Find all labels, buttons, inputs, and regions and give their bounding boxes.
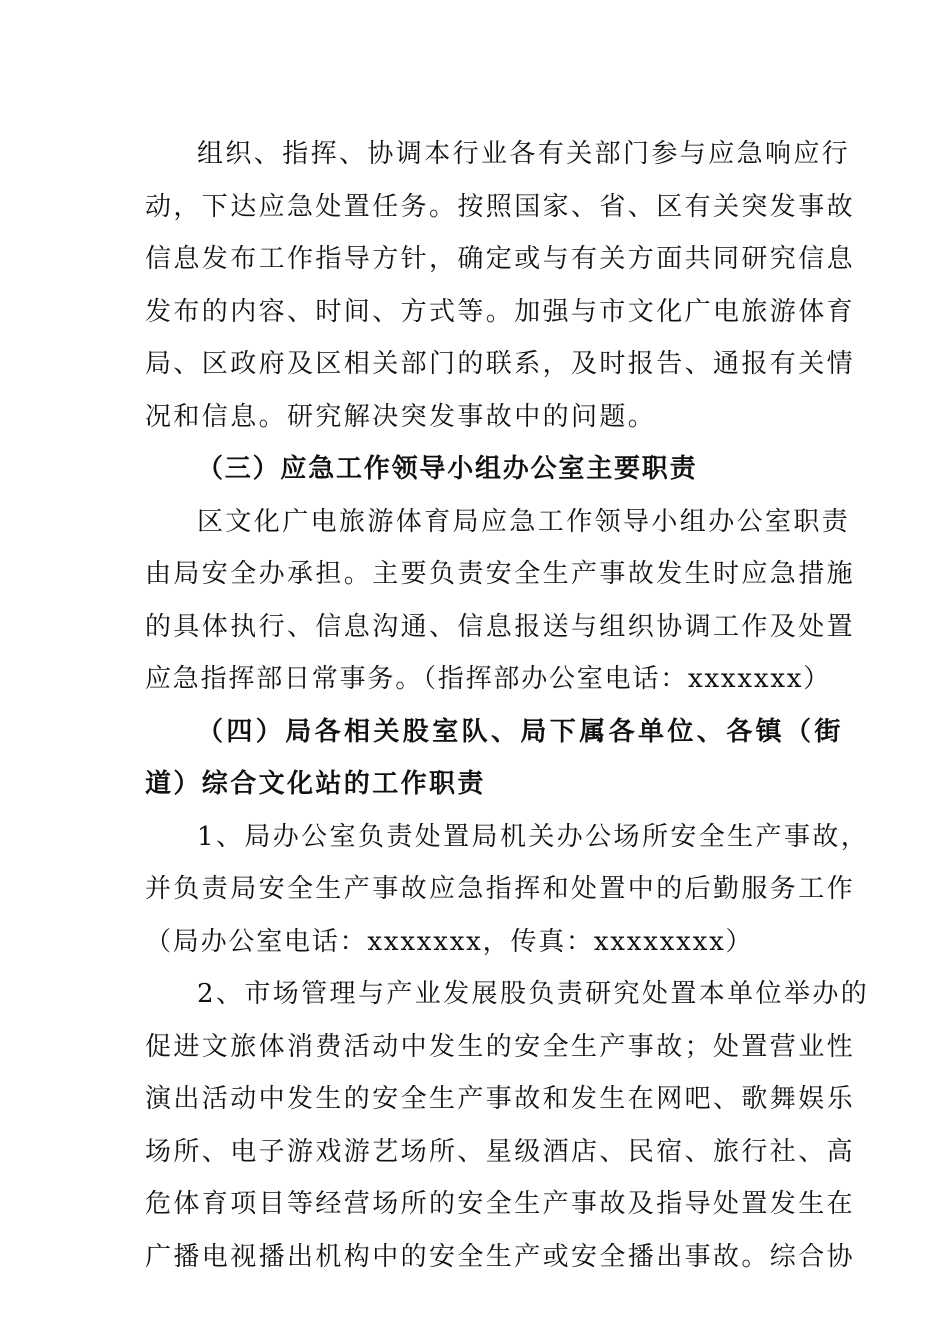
paragraph-office-line-1: 区文化广电旅游体育局应急工作领导小组办公室职责 (197, 506, 851, 537)
paragraph-item-2-line-5: 危体育项目等经营场所的安全生产事故及指导处置发生在 (145, 1189, 856, 1219)
document-body (145, 128, 870, 1283)
paragraph-office-line-2: 由局安全办承担。主要负责安全生产事故发生时应急措施 (145, 559, 856, 589)
paragraph-duties-line-4: 发布的内容、时间、方式等。加强与市文化广电旅游体育 (145, 296, 856, 327)
paragraph-duties-line-2: 动，下达应急处置任务。按照国家、省、区有关突发事故 (145, 191, 856, 222)
section-heading-three: （三）应急工作领导小组办公室主要职责 (197, 454, 698, 484)
paragraph-item-1-line-3: （局办公室电话：xxxxxxx，传真：xxxxxxxx） (145, 926, 754, 957)
paragraph-duties-line-3: 信息发布工作指导方针，确定或与有关方面共同研究信息 (145, 244, 856, 274)
section-heading-four-line-2: 道）综合文化站的工作职责 (145, 769, 486, 799)
paragraph-item-2-line-3: 演出活动中发生的安全生产事故和发生在网吧、歌舞娱乐 (145, 1084, 856, 1114)
paragraph-office-line-4: 应急指挥部日常事务。（指挥部办公室电话：xxxxxxx） (145, 664, 832, 694)
paragraph-duties-line-5: 局、区政府及区相关部门的联系，及时报告、通报有关情 (145, 349, 856, 379)
paragraph-duties-line-1: 组织、指挥、协调本行业各有关部门参与应急响应行 (197, 139, 851, 169)
paragraph-item-2-line-6: 广播电视播出机构中的安全生产或安全播出事故。综合协 (145, 1241, 856, 1272)
paragraph-item-2-line-1: 2、市场管理与产业发展股负责研究处置本单位举办的 (197, 979, 870, 1009)
paragraph-office-line-3: 的具体执行、信息沟通、信息报送与组织协调工作及处置 (145, 611, 856, 642)
paragraph-item-1-line-2: 并负责局安全生产事故应急指挥和处置中的后勤服务工作 (145, 874, 856, 904)
paragraph-item-2-line-2: 促进文旅体消费活动中发生的安全生产事故；处置营业性 (145, 1031, 856, 1062)
paragraph-duties-line-6: 况和信息。研究解决突发事故中的问题。 (145, 401, 657, 432)
section-heading-four-line-1: （四）局各相关股室队、局下属各单位、各镇（街 (197, 716, 844, 747)
paragraph-item-1-line-1: 1、局办公室负责处置局机关办公场所安全生产事故， (197, 821, 870, 852)
paragraph-item-2-line-4: 场所、电子游戏游艺场所、星级酒店、民宿、旅行社、高 (145, 1136, 856, 1167)
